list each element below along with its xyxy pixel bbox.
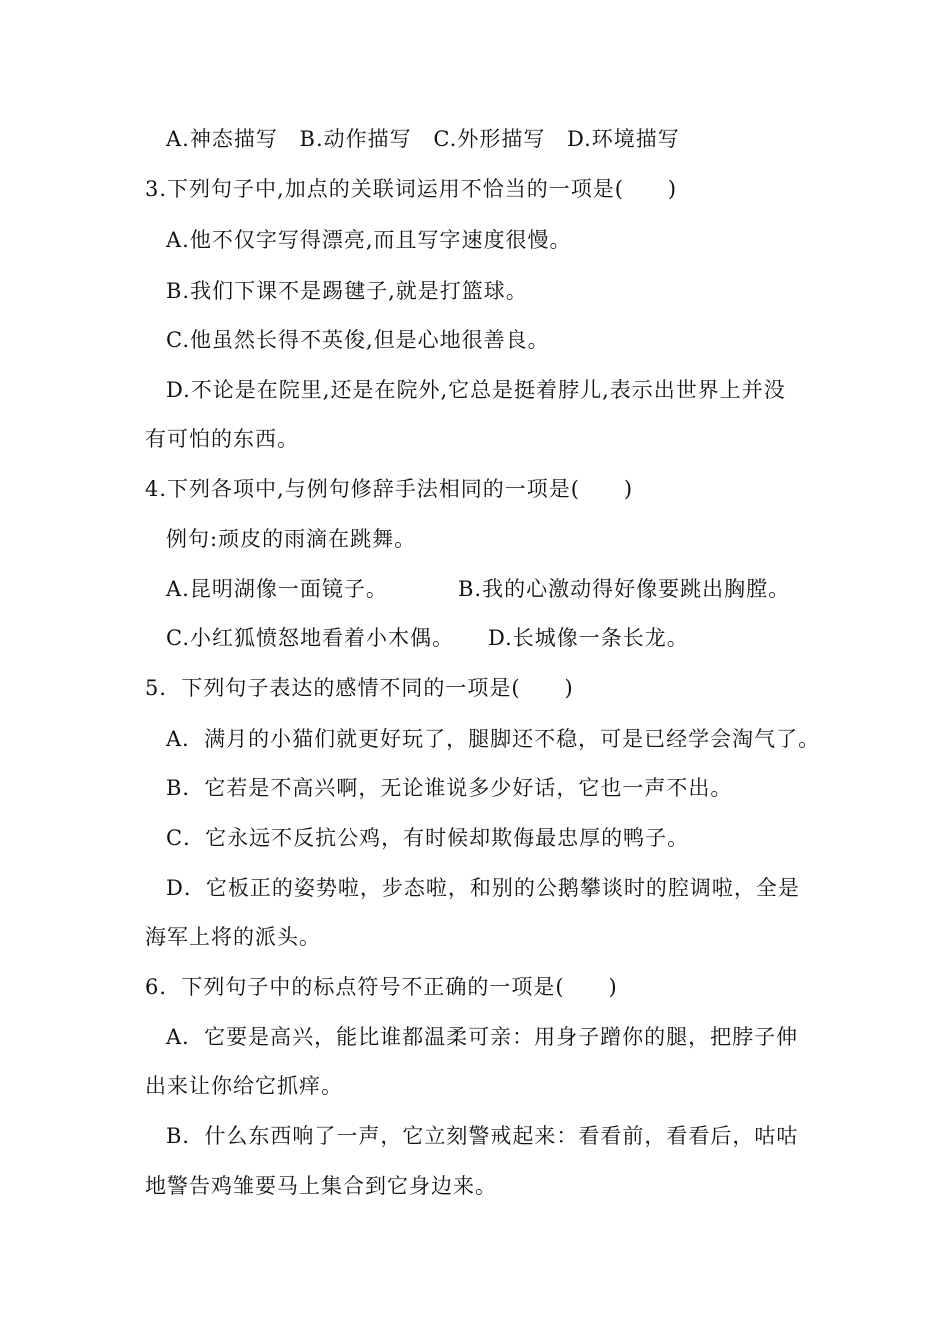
q2-option-d: D.环境描写	[567, 127, 680, 151]
q3-option-c: C.他虽然长得不英俊,但是心地很善良。	[166, 328, 550, 352]
q6-option-a-line2: 出来让你给它抓痒。	[145, 1074, 343, 1098]
q3-option-d-line2: 有可怕的东西。	[145, 427, 299, 451]
q5-option-d-line2: 海军上将的派头。	[145, 925, 321, 949]
q2-option-c: C.外形描写	[433, 127, 546, 151]
q2-option-a: A.神态描写	[166, 127, 278, 151]
q4-option-a: A.昆明湖像一面镜子。	[166, 577, 388, 601]
q4-option-d: D.长城像一条长龙。	[488, 626, 689, 650]
q6-option-a-line1: A．它要是高兴，能比谁都温柔可亲：用身子蹭你的腿，把脖子伸	[166, 1025, 799, 1049]
q5-option-c: C．它永远不反抗公鸡，有时候却欺侮最忠厚的鸭子。	[166, 826, 690, 850]
q5-option-b: B．它若是不高兴啊，无论谁说多少好话，它也一声不出。	[166, 776, 733, 800]
q3-option-b: B.我们下课不是踢毽子,就是打篮球。	[166, 279, 528, 303]
q4-option-b: B.我的心激动得好像要跳出胸膛。	[458, 577, 791, 601]
q6-option-b-line1: B．什么东西响了一声，它立刻警戒起来：看看前，看看后，咕咕	[166, 1124, 799, 1148]
q4-option-c: C.小红狐愤怒地看着小木偶。	[166, 626, 454, 650]
q3-stem: 3.下列句子中,加点的关联词运用不恰当的一项是( )	[145, 177, 678, 201]
q5-stem: 5．下列句子表达的感情不同的一项是( )	[145, 676, 574, 700]
q5-option-d-line1: D．它板正的姿势啦，步态啦，和别的公鹅攀谈时的腔调啦，全是	[166, 876, 800, 900]
q2-option-b: B.动作描写	[299, 127, 412, 151]
q6-option-b-line2: 地警告鸡雏要马上集合到它身边来。	[145, 1174, 497, 1198]
q3-option-d-line1: D.不论是在院里,还是在院外,它总是挺着脖儿,表示出世界上并没	[166, 378, 786, 402]
q6-stem: 6．下列句子中的标点符号不正确的一项是( )	[145, 975, 618, 999]
q3-option-a: A.他不仅字写得漂亮,而且写字速度很慢。	[166, 228, 572, 252]
q4-example: 例句:顽皮的雨滴在跳舞。	[166, 527, 417, 551]
q5-option-a: A．满月的小猫们就更好玩了，腿脚还不稳，可是已经学会淘气了。	[166, 727, 821, 751]
q4-stem: 4.下列各项中,与例句修辞手法相同的一项是( )	[145, 477, 634, 501]
q2-options-row	[166, 124, 680, 154]
